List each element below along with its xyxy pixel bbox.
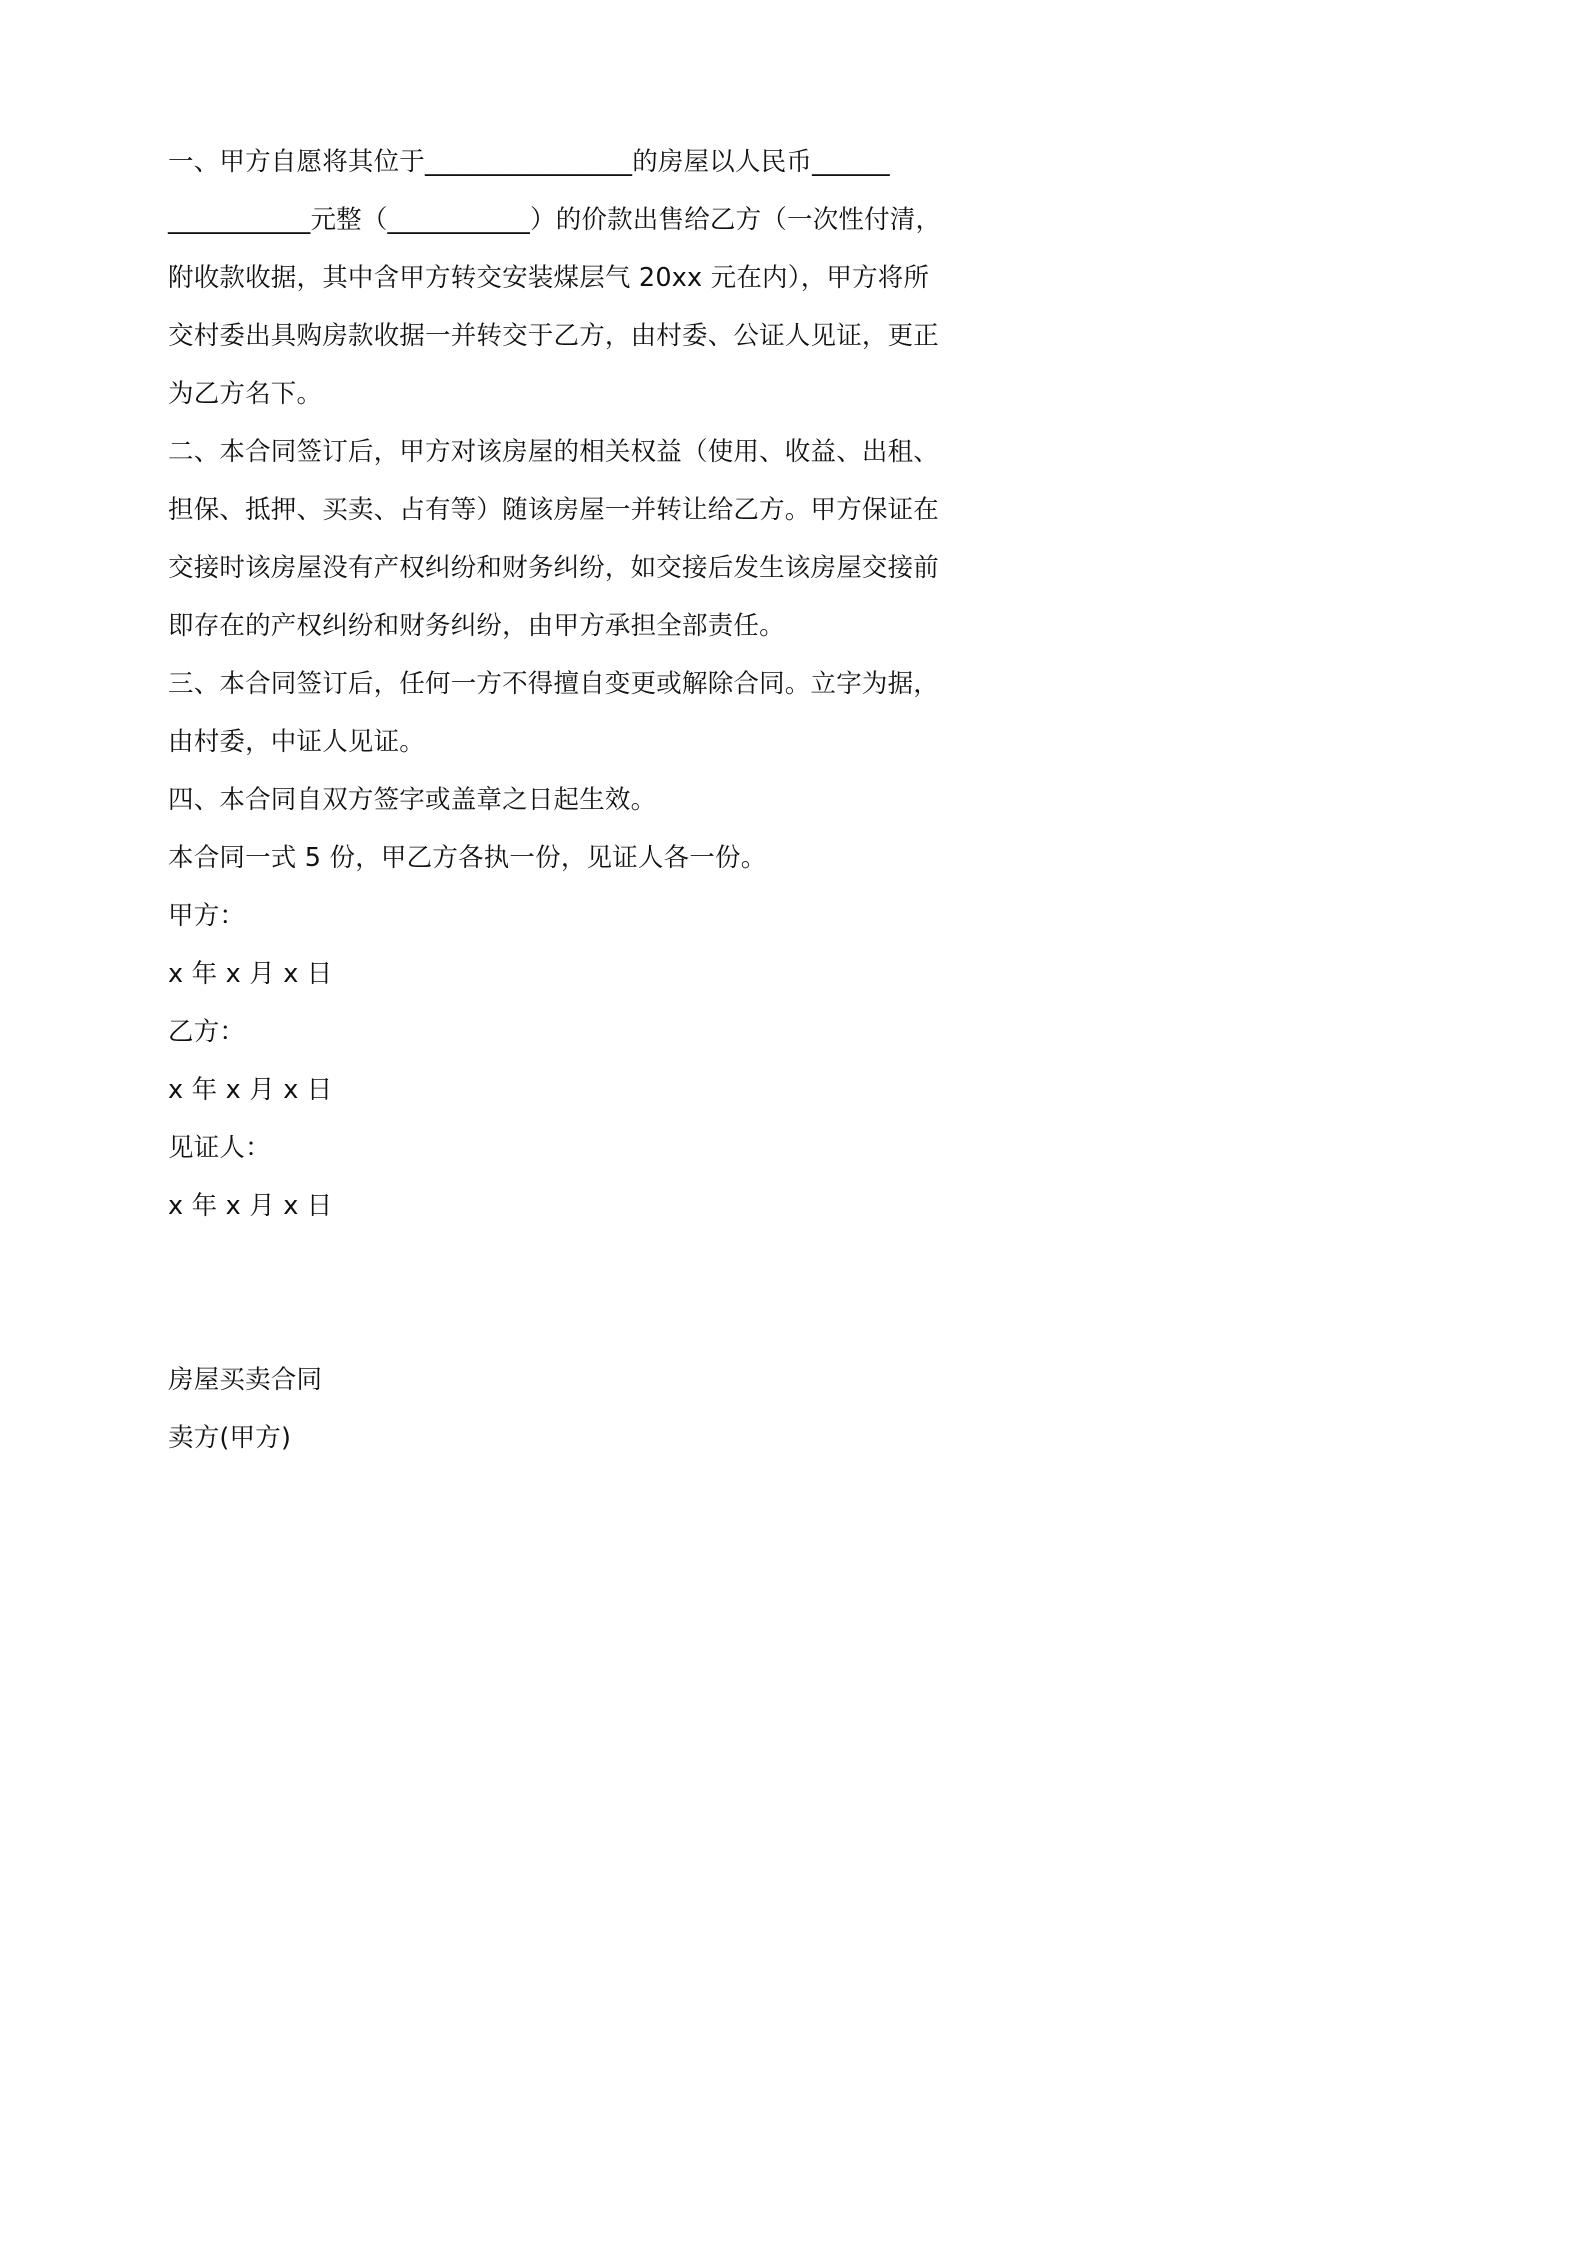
- clause-4: [168, 771, 950, 829]
- party-b-date: x 年 x 月 x 日: [168, 1075, 333, 1105]
- clause-3-line-1: 三、本合同签订后，任何一方不得擅自变更或解除合同。立字为据，: [168, 669, 940, 699]
- witness-date: x 年 x 月 x 日: [168, 1191, 333, 1221]
- document-page: [0, 0, 1100, 1556]
- contract-title: 房屋买卖合同: [168, 1365, 323, 1395]
- signature-block: [168, 887, 950, 1235]
- clause-3: [168, 655, 950, 771]
- clause-1-line-1: 一、甲方自愿将其位于________________的房屋以人民币______: [168, 147, 890, 177]
- clause-1-line-5: 为乙方名下。: [168, 379, 323, 409]
- clause-2-line-1: 二、本合同签订后，甲方对该房屋的相关权益（使用、收益、出租、: [168, 437, 940, 467]
- section-spacer: [168, 1235, 950, 1351]
- clause-1-line-2: ___________元整（___________）的价款出售给乙方（一次性付清，: [168, 205, 942, 235]
- seller-label: 卖方(甲方): [168, 1423, 292, 1453]
- clause-1: [168, 133, 950, 423]
- next-contract-heading: [168, 1351, 950, 1467]
- copies-statement: [168, 829, 950, 887]
- clause-2: [168, 423, 950, 655]
- party-b-label: 乙方：: [168, 1017, 246, 1047]
- copies-line: 本合同一式 5 份，甲乙方各执一份，见证人各一份。: [168, 843, 767, 873]
- clause-1-line-4: 交村委出具购房款收据一并转交于乙方，由村委、公证人见证，更正: [168, 321, 940, 351]
- clause-2-line-4: 即存在的产权纠纷和财务纠纷，由甲方承担全部责任。: [168, 611, 785, 641]
- party-a-label: 甲方：: [168, 901, 246, 931]
- witness-label: 见证人：: [168, 1133, 271, 1163]
- party-a-date: x 年 x 月 x 日: [168, 959, 333, 989]
- clause-1-line-3: 附收款收据，其中含甲方转交安装煤层气 20xx 元在内），甲方将所: [168, 263, 930, 293]
- clause-2-line-3: 交接时该房屋没有产权纠纷和财务纠纷，如交接后发生该房屋交接前: [168, 553, 940, 583]
- document-body: [168, 133, 950, 1467]
- clause-2-line-2: 担保、抵押、买卖、占有等）随该房屋一并转让给乙方。甲方保证在: [168, 495, 940, 525]
- clause-4-line-1: 四、本合同自双方签字或盖章之日起生效。: [168, 785, 657, 815]
- clause-3-line-2: 由村委，中证人见证。: [168, 727, 426, 757]
